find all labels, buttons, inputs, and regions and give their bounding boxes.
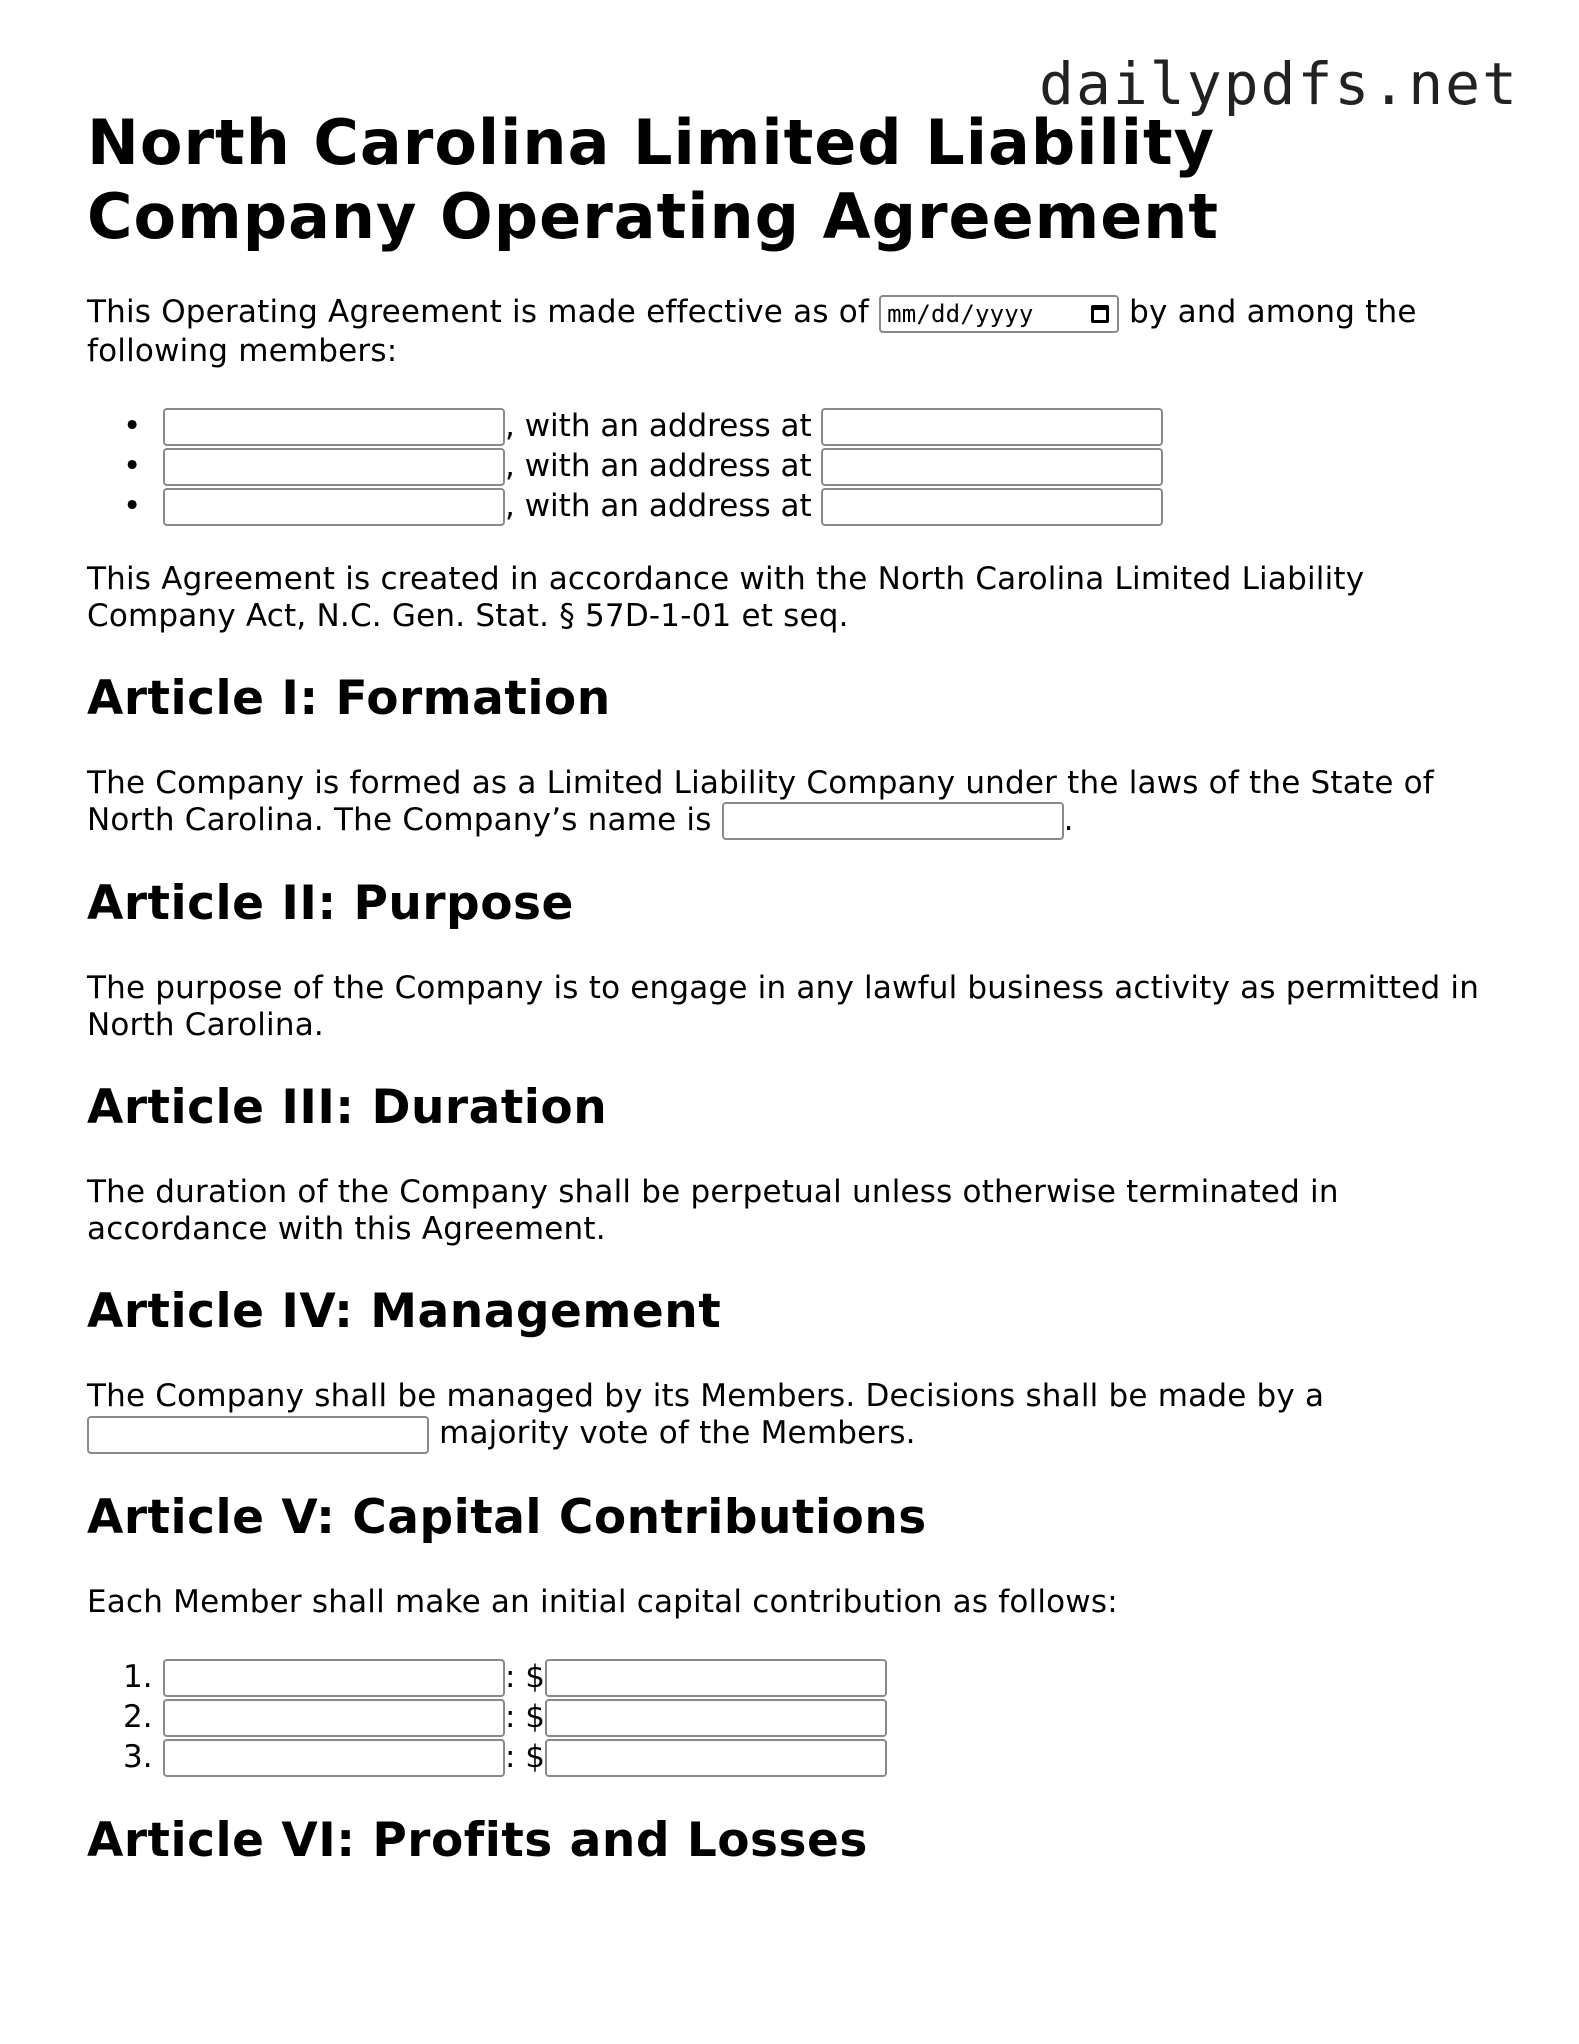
member-row	[123, 406, 1487, 446]
intro-text-after: by and among the following members:	[87, 294, 1417, 369]
intro-text-before: This Operating Agreement is made effective as of	[87, 294, 870, 330]
contribution-row	[123, 1657, 1487, 1697]
article-2-text: The purpose of the Company is to engage in any lawful business activity as permitted in North Carolina.	[87, 970, 1480, 1043]
article-3-text: The duration of the Company shall be perpetual unless otherwise terminated in accordance with this Agreement.	[87, 1174, 1339, 1247]
contributions-list	[87, 1657, 1487, 1777]
contributor-name-input[interactable]	[163, 1699, 505, 1737]
contributor-name-input[interactable]	[163, 1659, 505, 1697]
member-address-input[interactable]	[821, 408, 1163, 446]
member-address-input[interactable]	[821, 488, 1163, 526]
article-4-text	[87, 1378, 1487, 1454]
article-4-text-after: majority vote of the Members.	[439, 1415, 916, 1451]
bullet: •	[123, 407, 142, 444]
member-name-input[interactable]	[163, 448, 505, 486]
calendar-icon[interactable]	[1091, 305, 1109, 323]
article-2-heading: Article II: Purpose	[87, 876, 574, 931]
contribution-amount-input[interactable]	[545, 1659, 887, 1697]
bullet: •	[123, 487, 142, 524]
article-5-heading: Article V: Capital Contributions	[87, 1489, 927, 1545]
article-1-heading: Article I: Formation	[87, 670, 611, 726]
address-label: , with an address at	[505, 447, 812, 484]
page-title: North Carolina Limited Liability Company Operating Agreement	[87, 106, 1220, 253]
act-paragraph: This Agreement is created in accordance with the North Carolina Limited Liability Company Act, N.C. Gen. Stat. § 57D-1-01 et seq.	[87, 560, 1365, 634]
contribution-row	[123, 1737, 1487, 1777]
contributor-name-input[interactable]	[163, 1739, 505, 1777]
member-row	[123, 446, 1487, 486]
watermark: dailypdfs.net	[1039, 50, 1519, 118]
document-body	[87, 106, 1487, 1907]
article-4-text-before: The Company shall be managed by its Members. Decisions shall be made by a	[87, 1378, 1325, 1414]
article-4-heading: Article IV: Management	[87, 1284, 722, 1339]
intro-paragraph	[87, 294, 1487, 370]
company-name-input[interactable]	[722, 802, 1064, 840]
member-address-input[interactable]	[821, 448, 1163, 486]
article-3-heading: Article III: Duration	[87, 1080, 608, 1135]
contribution-number: 2.	[123, 1698, 153, 1735]
contribution-amount-input[interactable]	[545, 1699, 887, 1737]
member-name-input[interactable]	[163, 488, 505, 526]
address-label: , with an address at	[505, 487, 812, 524]
effective-date-input[interactable]	[879, 295, 1119, 333]
date-placeholder: mm/dd/yyyy	[887, 299, 1034, 328]
article-5-text: Each Member shall make an initial capital contribution as follows:	[87, 1583, 1118, 1620]
members-list	[87, 406, 1487, 526]
contribution-number: 1.	[123, 1658, 153, 1695]
article-6-heading: Article VI: Profits and Losses	[87, 1812, 868, 1868]
contribution-amount-input[interactable]	[545, 1739, 887, 1777]
bullet: •	[123, 447, 142, 484]
article-1-text-before: The Company is formed as a Limited Liability Company under the laws of the State of North Carolina. The Company’s name is	[87, 764, 1434, 838]
dollar-label: : $	[505, 1738, 546, 1775]
article-1-text	[87, 765, 1487, 841]
contribution-number: 3.	[123, 1738, 153, 1775]
address-label: , with an address at	[505, 407, 812, 444]
majority-type-input[interactable]	[87, 1416, 429, 1454]
member-name-input[interactable]	[163, 408, 505, 446]
article-1-text-after: .	[1063, 801, 1074, 838]
dollar-label: : $	[505, 1658, 546, 1695]
dollar-label: : $	[505, 1698, 546, 1735]
contribution-row	[123, 1697, 1487, 1737]
member-row	[123, 486, 1487, 526]
